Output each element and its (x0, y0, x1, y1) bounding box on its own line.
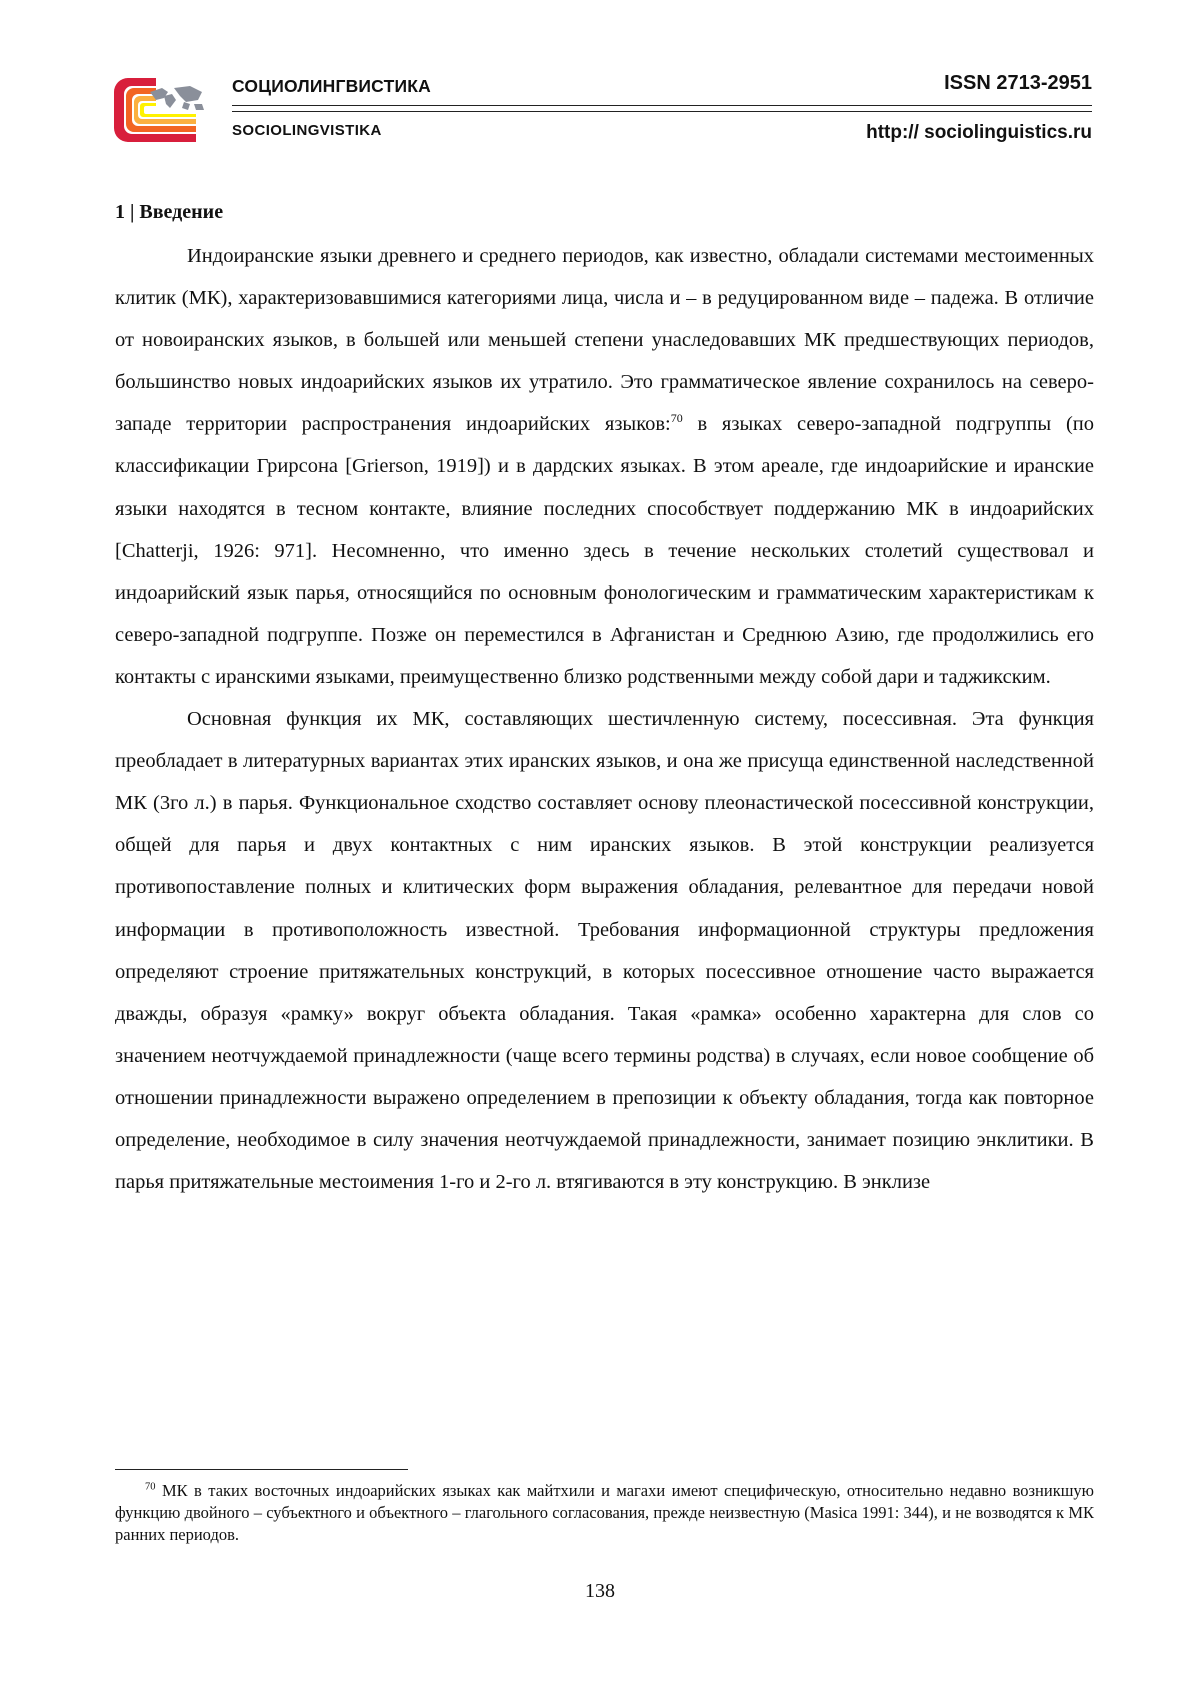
paragraph-2: Основная функция их МК, составляющих шестичленную систему, посессивная. Эта функция преобладает в литературных вариантах этих иранских языков, и она же присуща единственной наследственной МК (3го л.) в парья. Функциональное сходство составляет основу плеонастической посессивной конструкции, общей для парья и двух контактных с ним иранских языков. В этой конструкции реализуется противопоставление полных и клитических форм выражения обладания, релевантное для передачи новой информации в противоположность известной. Требования информационной структуры предложения определяют строение притяжательных конструкций, в которых посессивное отношение часто выражается дважды, образуя «рамку» вокруг объекта обладания. Такая «рамка» особенно характерна для слов со значением неотчуждаемой принадлежности (чаще всего термины родства) в случаях, если новое сообщение об отношении принадлежности выражено определением в препозиции к объекту обладания, тогда как повторное определение, необходимое в силу значения неотчуждаемой принадлежности, занимает позицию энклитики. В парья притяжательные местоимения 1-го и 2-го л. втягиваются в эту конструкцию. В энклизе (115, 708, 1094, 1194)
footnote (115, 1480, 1094, 1546)
paragraph-1-text-a: Индоиранские языки древнего и среднего периодов, как известно, обладали системами местоименных клитик (МК), характеризовавшимися категориями лица, числа и – в редуцированном виде – падежа. В отличие от новоиранских языков, в большей или меньшей степени унаследовавших МК предшествующих периодов, большинство новых индоарийских языков их утратило. Это грамматическое явление сохранилось на северо-западе территории распространения индоарийских языков: (115, 245, 1094, 436)
footnote-number: 70 (145, 1481, 156, 1493)
running-header (108, 70, 1092, 152)
header-rule-bottom (232, 111, 1092, 112)
paragraph-1 (115, 235, 1094, 698)
header-rule-top (232, 105, 1092, 106)
footnote-separator (115, 1469, 408, 1470)
journal-url: http:// sociolinguistics.ru (866, 122, 1092, 143)
article-body (115, 199, 1094, 1203)
paragraph-1-text-b: в языках северо-западной подгруппы (по классификации Грирсона [Grierson, 1919]) и в дардских языках. В этом ареале, где индоарийские и иранские языки находятся в тесном контакте, влияние последних способствует поддержанию МК в индоарийских [Chatterji, 1926: 971]. Несомненно, что именно здесь в течение нескольких столетий существовал и индоарийский язык парья, относящийся по основным фонологическим и грамматическим характеристикам к северо-западной подгруппе. Позже он переместился в Афганистан и Среднюю Азию, где продолжились его контакты с иранскими языками, преимущественно близко родственными между собой дари и таджикским. (115, 413, 1094, 688)
page-number: 138 (585, 1580, 615, 1602)
journal-title-ru: СОЦИОЛИНГВИСТИКА (232, 76, 431, 96)
journal-logo-icon (110, 74, 210, 146)
journal-title-en: SOCIOLINGVISTIKA (232, 122, 382, 139)
footnote-ref[interactable]: 70 (670, 411, 683, 426)
section-heading: 1 | Введение (115, 201, 224, 223)
footnote-text: МК в таких восточных индоарийских языках как майтхили и магахи имеют специфическую, относительно недавно возникшую функцию двойного – субъектного и объектного – глагольного согласования, прежде неизвестную (Masica 1991: 344), и не возводятся к МК ранних периодов. (115, 1481, 1094, 1544)
issn-label: ISSN 2713-2951 (944, 72, 1092, 94)
